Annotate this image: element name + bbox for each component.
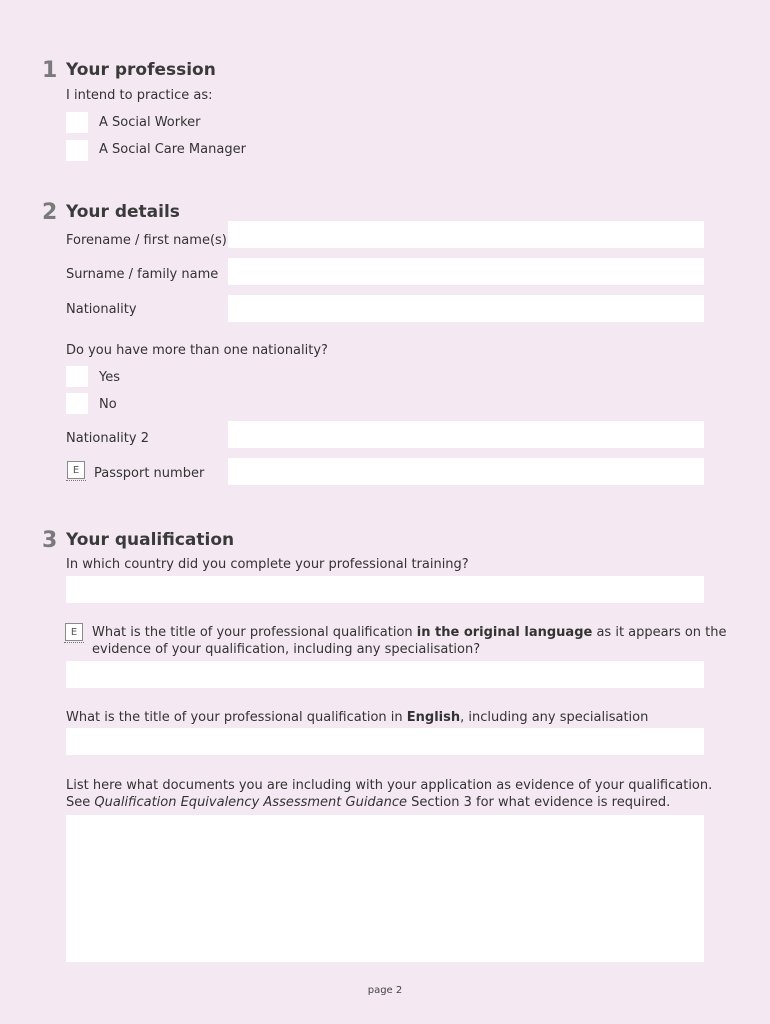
- section-1-title: Your profession: [66, 60, 216, 80]
- english-title-field[interactable]: [66, 728, 704, 755]
- nationality-yes-checkbox[interactable]: [66, 366, 88, 387]
- documents-textarea[interactable]: [66, 815, 704, 962]
- original-title-question-post: as it appears on the: [592, 625, 727, 640]
- original-title-question-emphasis: in the original language: [416, 625, 593, 640]
- passport-label: Passport number: [94, 466, 205, 481]
- english-title-question-emphasis: English: [406, 710, 461, 725]
- social-worker-label: A Social Worker: [99, 115, 201, 130]
- documents-instruction-pre: See: [66, 795, 95, 810]
- original-title-question-pre: What is the title of your professional qualification: [92, 625, 417, 640]
- social-care-manager-checkbox[interactable]: [66, 140, 88, 161]
- nationality-no-label: No: [99, 397, 117, 412]
- social-worker-checkbox[interactable]: [66, 112, 88, 133]
- nationality2-label: Nationality 2: [66, 431, 149, 446]
- nationality-field[interactable]: [228, 295, 704, 322]
- nationality2-field[interactable]: [228, 421, 704, 448]
- training-country-field[interactable]: [66, 576, 704, 603]
- forename-field[interactable]: [228, 221, 704, 248]
- original-title-question-line2: evidence of your qualification, including any specialisation?: [92, 642, 481, 657]
- social-care-manager-label: A Social Care Manager: [99, 142, 246, 157]
- surname-field[interactable]: [228, 258, 704, 285]
- section-2-number: 2: [42, 200, 58, 225]
- passport-field[interactable]: [228, 458, 704, 485]
- section-1-number: 1: [42, 58, 58, 83]
- english-title-question: [66, 710, 648, 725]
- documents-instruction-line2: [66, 795, 670, 810]
- documents-instruction-line1: List here what documents you are including with your application as evidence of your qualification.: [66, 778, 713, 793]
- profession-intro: I intend to practice as:: [66, 88, 213, 103]
- nationality-no-checkbox[interactable]: [66, 393, 88, 414]
- original-title-field[interactable]: [66, 661, 704, 688]
- page-number: page 2: [367, 985, 403, 996]
- forename-label: Forename / first name(s): [66, 233, 227, 248]
- nationality-yes-label: Yes: [99, 370, 120, 385]
- english-title-question-post: , including any specialisation: [460, 710, 649, 725]
- original-title-question: [92, 625, 727, 640]
- nationality-label: Nationality: [66, 302, 137, 317]
- evidence-icon: E: [67, 461, 85, 479]
- guidance-document-title: Qualification Equivalency Assessment Guidance: [94, 795, 408, 810]
- section-3-number: 3: [42, 528, 58, 553]
- training-country-question: In which country did you complete your professional training?: [66, 557, 469, 572]
- evidence-icon: E: [65, 623, 83, 641]
- section-3-title: Your qualification: [66, 530, 235, 550]
- documents-instruction-post: Section 3 for what evidence is required.: [407, 795, 671, 810]
- multi-nationality-question: Do you have more than one nationality?: [66, 343, 328, 358]
- surname-label: Surname / family name: [66, 267, 219, 282]
- section-2-title: Your details: [66, 202, 180, 222]
- english-title-question-pre: What is the title of your professional qualification in: [66, 710, 407, 725]
